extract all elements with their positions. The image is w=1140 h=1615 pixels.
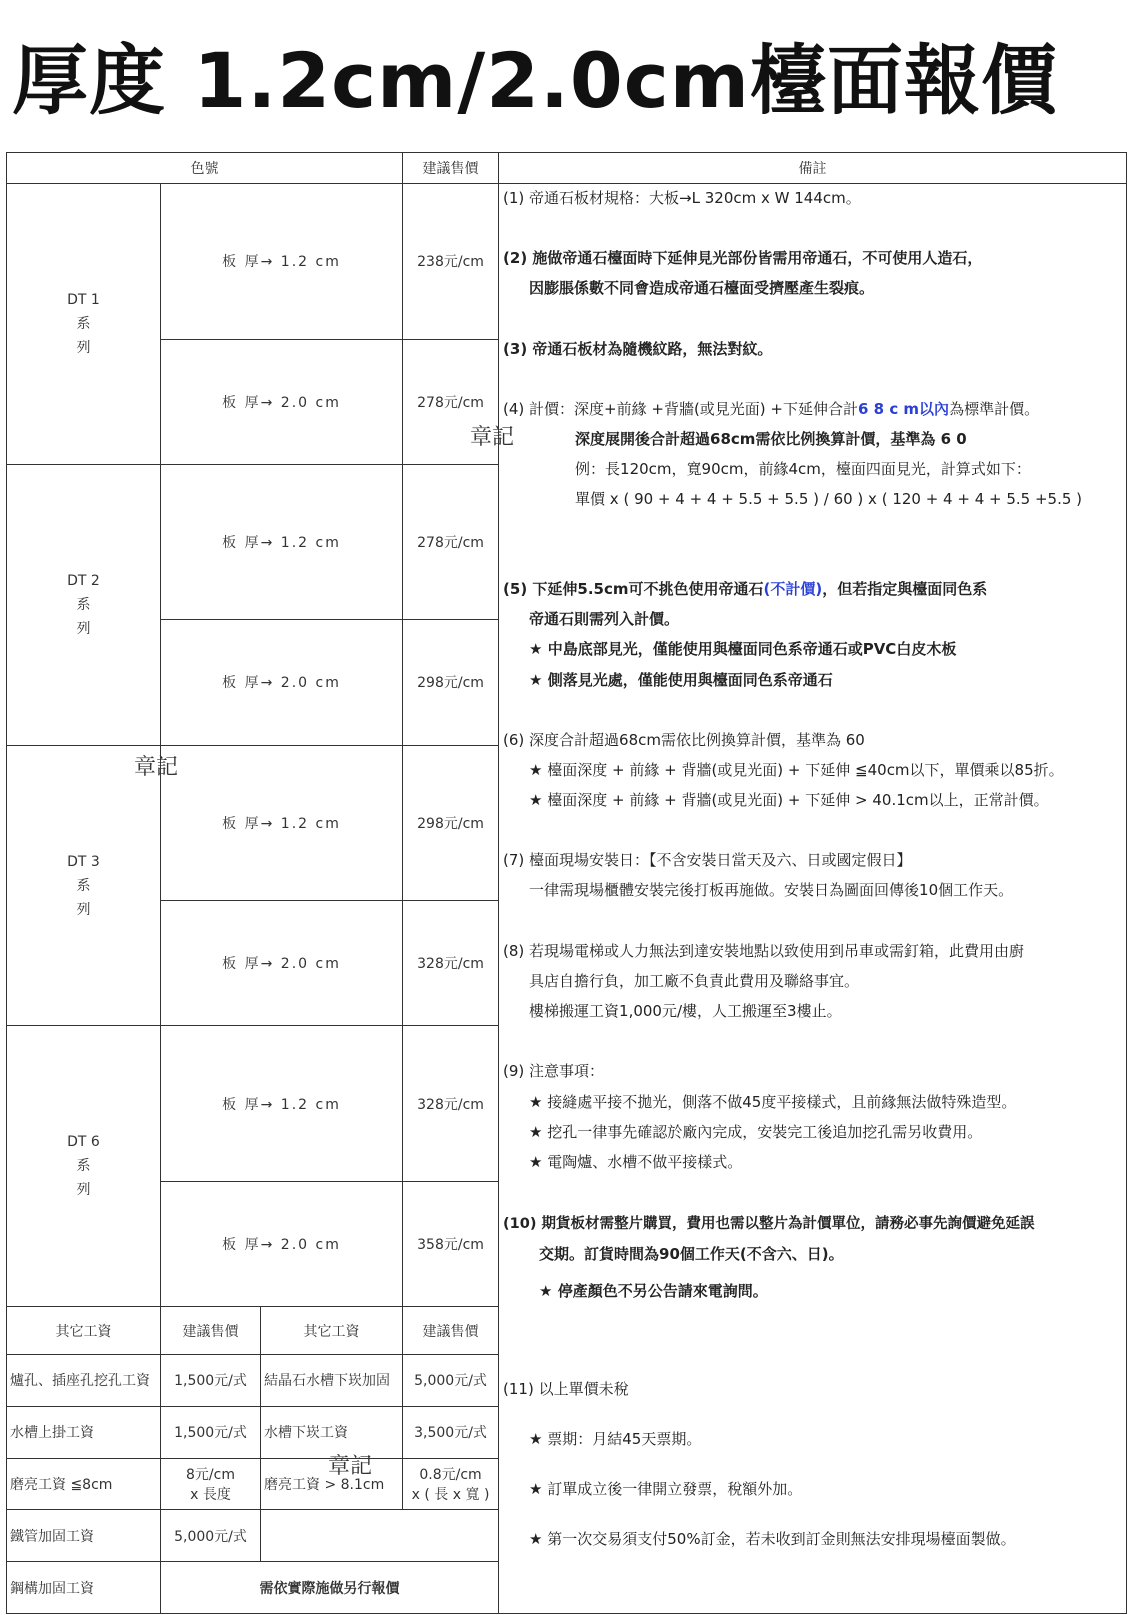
price-value: 298元/cm [403,745,499,900]
labor-price: 5,000元/式 [403,1354,499,1406]
note-9c: ★ 挖孔一律事先確認於廠內完成，安裝完工後追加挖孔需另收費用。 [529,1123,983,1142]
note-10b: 交期。訂貨時間為90個工作天(不含六、日)。 [539,1245,844,1264]
note-5d: ★ 側落見光處，僅能使用與檯面同色系帝通石 [529,671,833,690]
note-8a: (8) 若現場電梯或人力無法到達安裝地點以致使用到吊車或需釘箱，此費用由廚 [503,942,1025,961]
labor-price: 1,500元/式 [161,1406,261,1458]
note-4a: (4) 計價：深度+前緣 +背牆(或見光面) +下延伸合計6 8 c m以內為標準計價。 [503,400,1040,419]
empty-cell [261,1510,499,1562]
note-11b: ★ 票期：月結45天票期。 [529,1430,702,1449]
labor-item: 結晶石水槽下崁加固 [261,1354,403,1406]
labor-price: 1,500元/式 [161,1354,261,1406]
note-10a: (10) 期貨板材需整片購買，費用也需以整片為計價單位，請務必事先詢價避免延誤 [503,1216,1035,1233]
labor-price: 8元/cm x 長度 [161,1458,261,1510]
thickness-label: 板 厚→ 1.2 cm [161,184,403,339]
notes-panel [499,184,1127,1614]
note-3: (3) 帝通石板材為隨機紋路，無法對紋。 [503,340,773,359]
labor-item: 爐孔、插座孔挖孔工資 [7,1354,161,1406]
labor-price: 5,000元/式 [161,1510,261,1562]
labor-price: 3,500元/式 [403,1406,499,1458]
note-9d: ★ 電陶爐、水槽不做平接樣式。 [529,1153,743,1172]
labor-item: 鋼構加固工資 [7,1562,161,1614]
thickness-label: 板 厚→ 1.2 cm [161,745,403,900]
note-2a: (2) 施做帝通石檯面時下延伸見光部份皆需用帝通石，不可使用人造石， [503,249,983,268]
note-7b: 一律需現場櫃體安裝完後打板再施做。安裝日為圖面回傳後10個工作天。 [529,881,1014,900]
page-title: 厚度 1.2cm/2.0cm檯面報價 [12,36,1058,125]
labor-item: 水槽上掛工資 [7,1406,161,1458]
labor-header: 建議售價 [403,1307,499,1355]
note-7a: (7) 檯面現場安裝日：【不含安裝日當天及六、日或國定假日】 [503,851,912,870]
note-8c: 樓梯搬運工資1,000元/樓，人工搬運至3樓止。 [529,1002,842,1021]
note-11c: ★ 訂單成立後一律開立發票，稅額外加。 [529,1480,803,1499]
note-6a: (6) 深度合計超過68cm需依比例換算計價，基準為 60 [503,731,865,750]
stamp-text: 章記 [470,425,515,450]
thickness-label: 板 厚→ 2.0 cm [161,339,403,464]
note-10c: ★ 停產顏色不另公告請來電詢問。 [539,1282,768,1301]
price-value: 298元/cm [403,620,499,745]
note-8b: 具店自擔行負，加工廠不負責此費用及聯絡事宜。 [529,972,860,991]
note-5a: (5) 下延伸5.5cm可不挑色使用帝通石(不計價)，但若指定與檯面同色系 [503,580,988,599]
note-2b: 因膨脹係數不同會造成帝通石檯面受擠壓產生裂痕。 [529,279,875,298]
thickness-label: 板 厚→ 2.0 cm [161,1181,403,1306]
thickness-label: 板 厚→ 1.2 cm [161,1026,403,1181]
labor-item: 鐵管加固工資 [7,1510,161,1562]
note-4c: 例：長120cm，寬90cm，前緣4cm，檯面四面見光，計算式如下： [575,460,1031,479]
note-5c: ★ 中島底部見光，僅能使用與檯面同色系帝通石或PVC白皮木板 [529,640,957,659]
note-4b: 深度展開後合計超過68cm需依比例換算計價，基準為 6 0 [575,430,967,449]
price-value: 328元/cm [403,1026,499,1181]
header-price: 建議售價 [403,153,499,184]
labor-header: 其它工資 [261,1307,403,1355]
series-dt1: DT 1 系 列 [7,184,161,465]
thickness-label: 板 厚→ 2.0 cm [161,901,403,1026]
price-value: 358元/cm [403,1181,499,1306]
note-1: (1) 帝通石板材規格：大板→L 320cm x W 144cm。 [503,189,861,208]
note-6c: ★ 檯面深度 + 前緣 + 背牆(或見光面) + 下延伸 > 40.1cm以上，正常計價。 [529,791,1049,810]
header-notes: 備註 [499,153,1127,184]
labor-item: 磨亮工資 > 8.1cm [261,1458,403,1510]
price-value: 278元/cm [403,464,499,619]
stamp-text: 章記 [328,1454,373,1479]
labor-item: 磨亮工資 ≦8cm [7,1458,161,1510]
note-5b: 帝通石則需列入計價。 [529,610,680,629]
note-6b: ★ 檯面深度 + 前緣 + 背牆(或見光面) + 下延伸 ≦40cm以下，單價乘以85折。 [529,761,1064,780]
price-table [6,152,1127,1614]
price-value: 328元/cm [403,901,499,1026]
stamp-text: 章記 [134,755,179,780]
note-9a: (9) 注意事項： [503,1062,605,1081]
thickness-label: 板 厚→ 1.2 cm [161,464,403,619]
header-color-no: 色號 [7,153,403,184]
labor-price: 0.8元/cm x ( 長 x 寬 ) [403,1458,499,1510]
series-dt6: DT 6 系 列 [7,1026,161,1307]
thickness-label: 板 厚→ 2.0 cm [161,620,403,745]
note-9b: ★ 接縫處平接不拋光，側落不做45度平接樣式，且前緣無法做特殊造型。 [529,1093,1017,1112]
labor-header: 其它工資 [7,1307,161,1355]
labor-header: 建議售價 [161,1307,261,1355]
price-value: 278元/cm [403,339,499,464]
note-11d: ★ 第一次交易須支付50%訂金，若未收到訂金則無法安排現場檯面製做。 [529,1530,1016,1549]
note-11a: (11) 以上單價未稅 [503,1380,629,1399]
labor-item: 水槽下崁工資 [261,1406,403,1458]
price-value: 238元/cm [403,184,499,339]
series-dt3: DT 3 系 列 [7,745,161,1026]
note-4d: 單價 x ( 90 + 4 + 4 + 5.5 + 5.5 ) / 60 ) x ( 120 + 4 + 4 + 5.5 +5.5 ) [575,490,1083,509]
series-dt2: DT 2 系 列 [7,464,161,745]
labor-price: 需依實際施做另行報價 [161,1562,499,1614]
